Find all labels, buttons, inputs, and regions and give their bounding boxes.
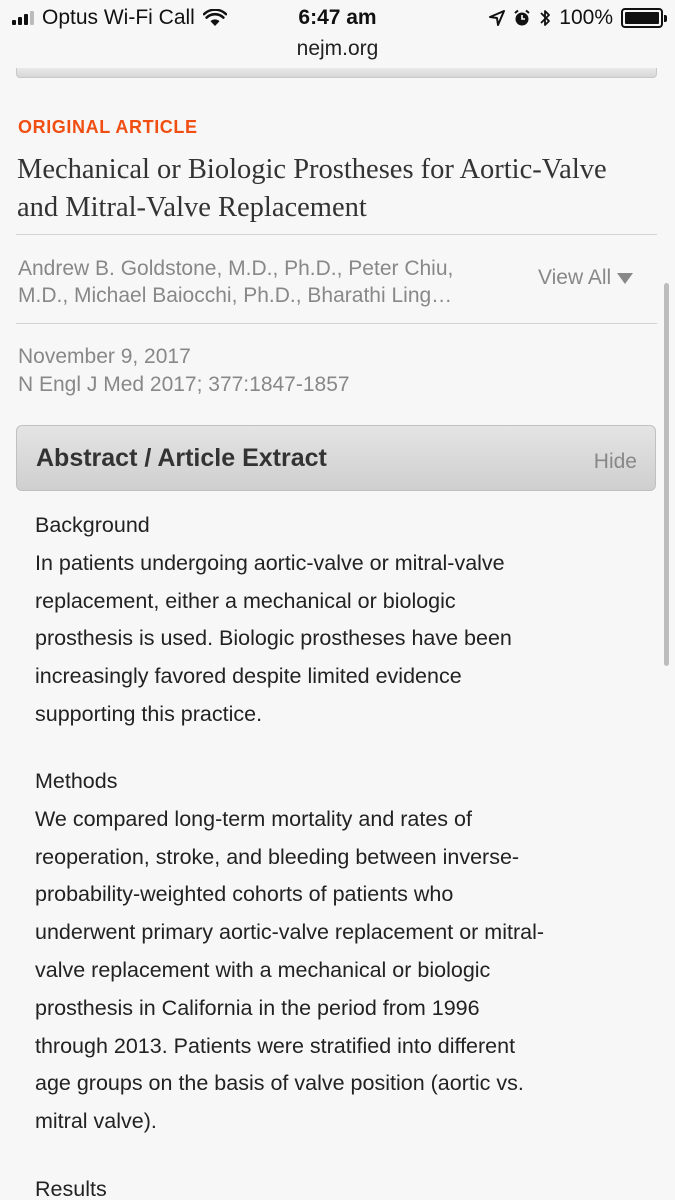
publication-date: November 9, 2017 [18,345,191,368]
bluetooth-icon [539,8,551,28]
text-line: age groups on the basis of valve position (aortic vs. [35,1071,524,1096]
section-heading: Methods [35,769,118,793]
text-line: increasingly favored despite limited evidence [35,664,462,689]
section-heading: Background [35,513,150,537]
title-line: Mechanical or Biologic Prostheses for Aortic-Valve [17,154,607,185]
text-line: underwent primary aortic-valve replacement or mitral- [35,920,545,945]
abstract-panel-header[interactable] [16,425,656,491]
author-line: M.D., Michael Baiocchi, Ph.D., Bharathi Ling… [18,284,453,307]
publication-info [18,343,350,399]
text-line: replacement, either a mechanical or biologic [35,588,456,613]
section-heading: Results [35,1177,107,1200]
text-line: through 2013. Patients were stratified into different [35,1033,516,1058]
text-line: prosthesis in California in the period from 1996 [35,995,480,1020]
background-section [35,507,645,734]
text-line: supporting this practice. [35,701,263,726]
site-nav-edge [16,68,657,78]
status-bar [0,0,675,34]
battery-percent: 100% [559,6,613,29]
scrollbar[interactable] [664,283,669,666]
view-all-label: View All [538,266,612,289]
hide-abstract-button[interactable]: Hide [593,450,637,473]
text-line: In patients undergoing aortic-valve or mitral-valve [35,550,505,575]
alarm-icon [513,9,531,27]
methods-section [35,763,645,1141]
view-all-authors-button[interactable] [538,266,633,290]
battery-icon [621,8,663,28]
carrier-label: Optus Wi-Fi Call [42,6,195,29]
text-line: valve replacement with a mechanical or biologic [35,957,491,982]
article-type-label: ORIGINAL ARTICLE [18,117,198,137]
caret-down-icon [617,273,633,284]
text-line: prosthesis is used. Biologic prostheses have been [35,626,512,651]
battery-fill [625,12,659,24]
text-line: We compared long-term mortality and rates of [35,806,472,831]
text-line: reoperation, stroke, and bleeding between inverse- [35,844,520,869]
abstract-title: Abstract / Article Extract [36,444,327,472]
text-line: mitral valve). [35,1109,157,1134]
url-bar[interactable]: nejm.org [296,37,379,60]
location-arrow-icon [489,10,505,26]
author-list [18,255,518,309]
text-line: probability-weighted cohorts of patients who [35,882,454,907]
title-line: and Mitral-Valve Replacement [17,192,367,223]
divider [16,323,657,324]
citation: N Engl J Med 2017; 377:1847-1857 [18,373,350,396]
article-title [17,151,662,227]
status-right [489,6,663,30]
author-line: Andrew B. Goldstone, M.D., Ph.D., Peter Chiu, [18,257,454,280]
clock: 6:47 am [298,6,377,29]
results-section [35,1171,645,1200]
divider [16,234,657,235]
